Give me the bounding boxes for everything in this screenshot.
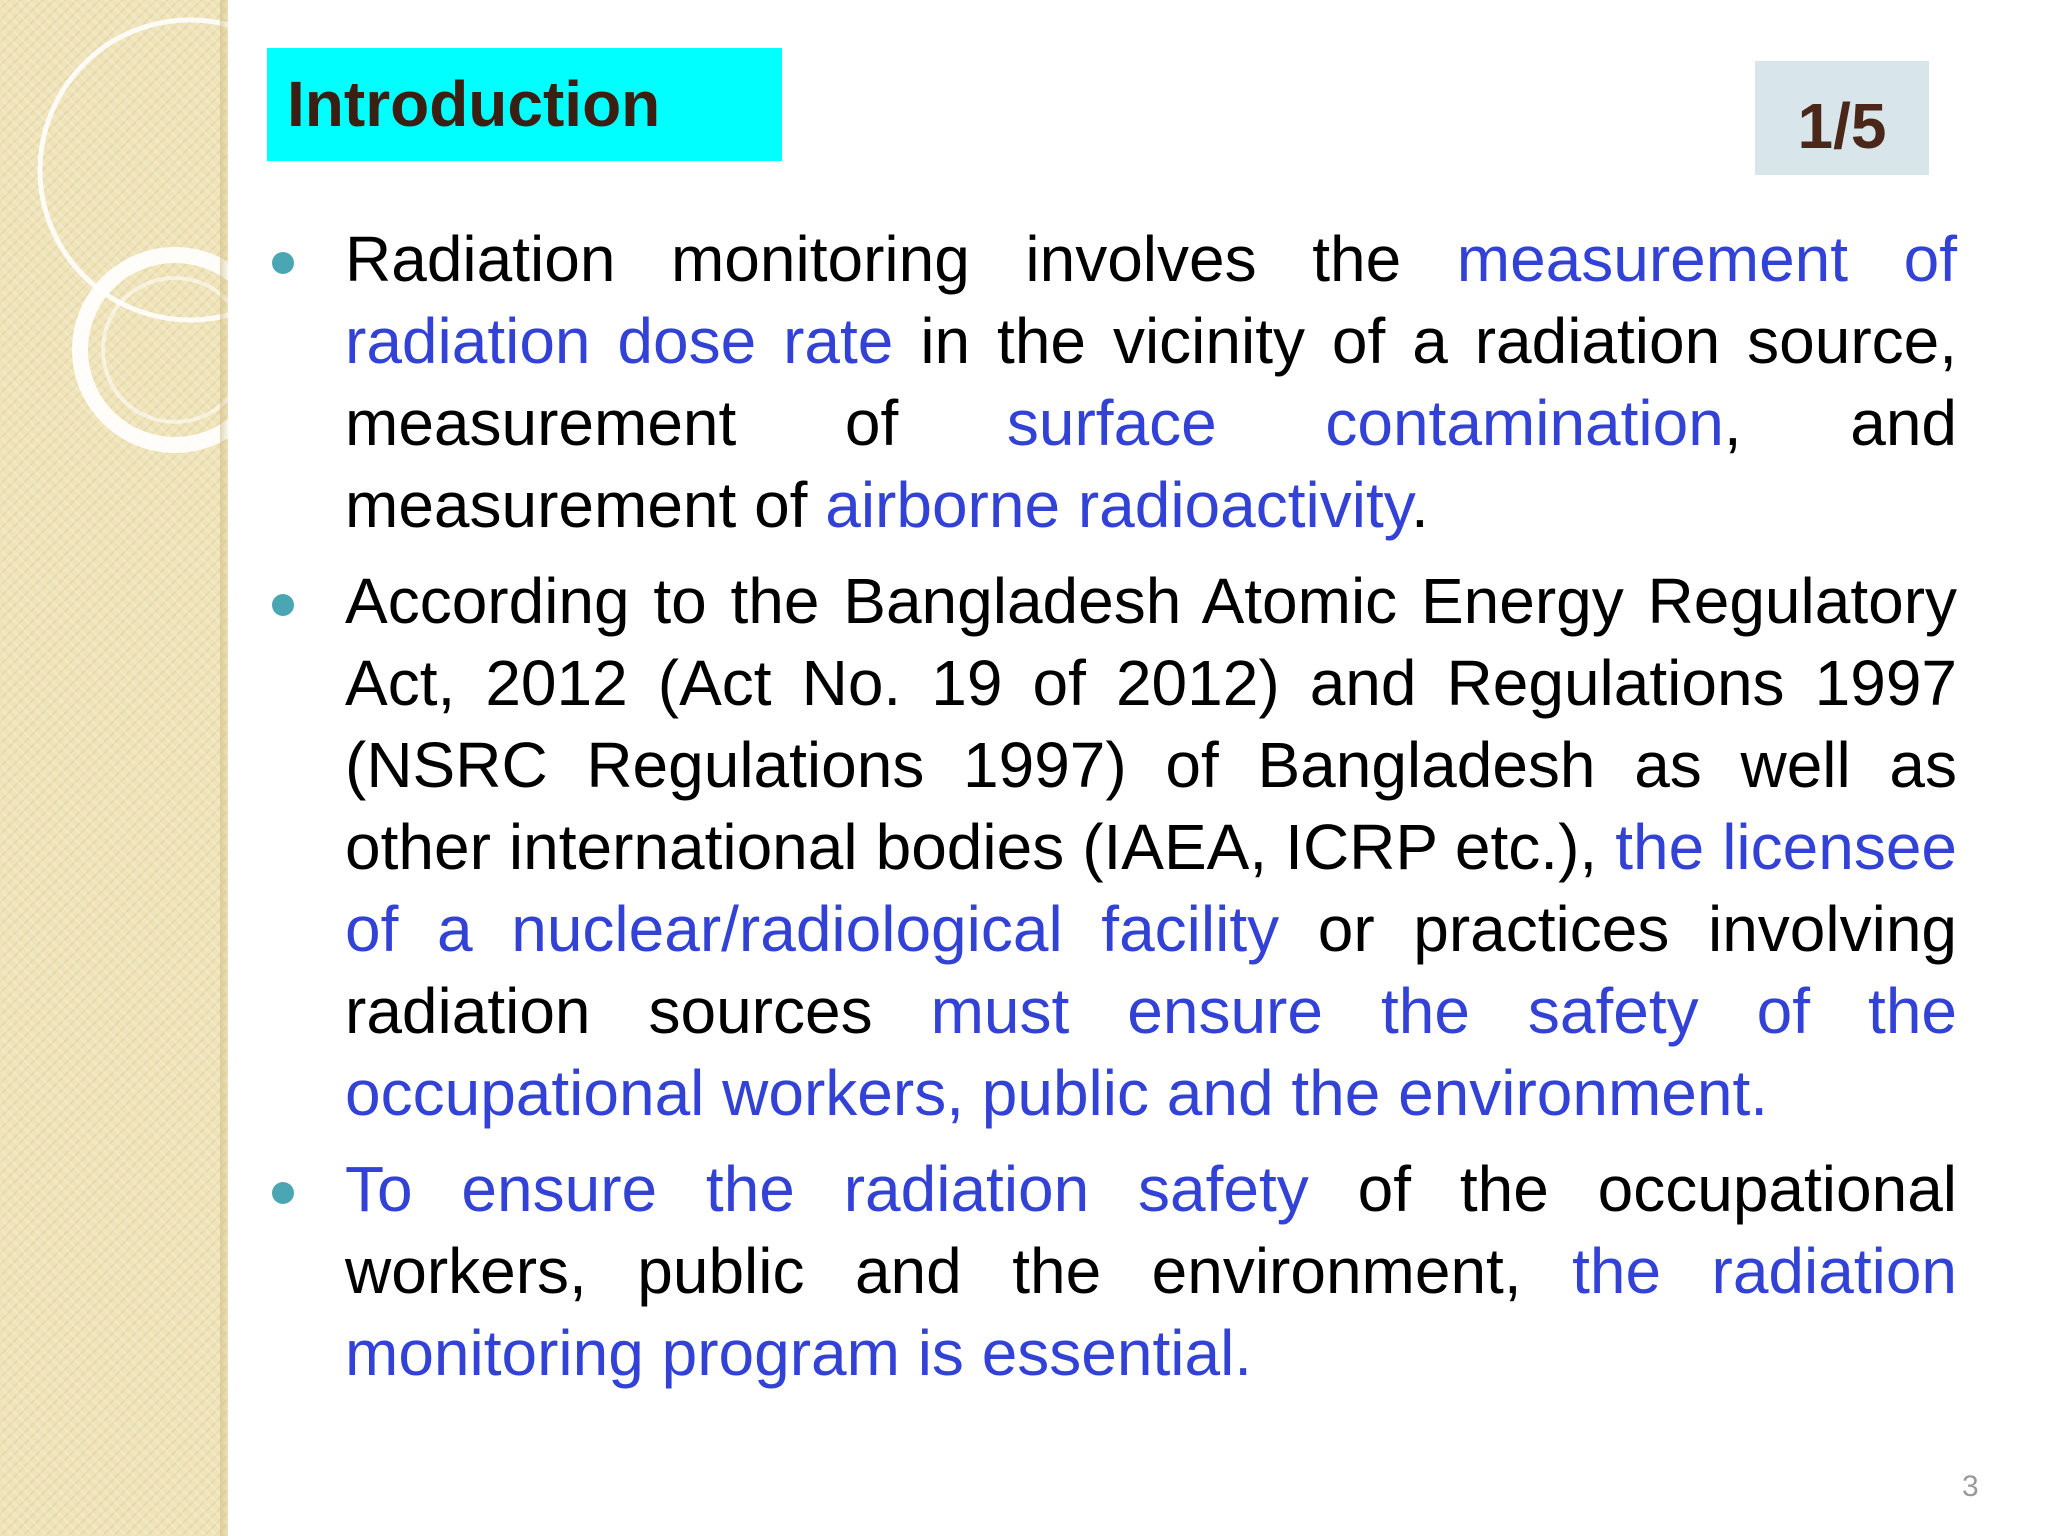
slide-number: 3 [1962,1470,1979,1503]
highlighted-text: airborne radioactivity [825,469,1411,541]
highlighted-text: the radiation monitoring program is essential. [345,1235,1958,1389]
text-segment: . [1410,469,1429,541]
title-box [267,48,782,161]
highlighted-text: surface contamination [1006,387,1724,459]
bullet-item [345,1148,1957,1394]
highlighted-text: measurement of radiation dose rate [345,223,1958,377]
text-segment: Radiation monitoring involves the [345,223,1457,295]
sidebar-edge-shadow [220,0,228,1536]
page-indicator-box [1755,61,1929,175]
page-indicator: 1/5 [1797,90,1887,162]
decorative-sidebar [0,0,228,1536]
decorative-rings [0,0,228,1536]
bullet-list [345,218,1957,1408]
bullet-dot-icon [272,594,294,616]
slide-title: Introduction [287,68,661,140]
highlighted-text: To ensure the radiation safety [345,1153,1309,1225]
text-segment: in the vicinity of a radiation source, measurement of [345,305,1958,459]
highlighted-text: the licensee of a nuclear/radiological facility [345,811,1958,965]
bullet-dot-icon [272,1182,294,1204]
highlighted-text: must ensure the safety of the occupational workers, public and the environment. [345,975,1958,1129]
text-segment: or practices involving radiation sources [345,893,1957,1047]
decorative-ring [103,278,228,422]
text-segment: According to the Bangladesh Atomic Energy Regulatory Act, 2012 (Act No. 19 of 2012) and Regulations 1997 (NSRC Regulations 1997) of Bangladesh as well as other international bodies (IAEA, ICRP etc.), [345,565,1957,883]
text-segment: of the occupational workers, public and the environment, [345,1153,1958,1307]
bullet-dot-icon [272,252,294,274]
decorative-ring [40,20,228,320]
text-segment: , and measurement of [345,387,1957,541]
bullet-item [345,560,1957,1134]
bullet-item [345,218,1957,546]
